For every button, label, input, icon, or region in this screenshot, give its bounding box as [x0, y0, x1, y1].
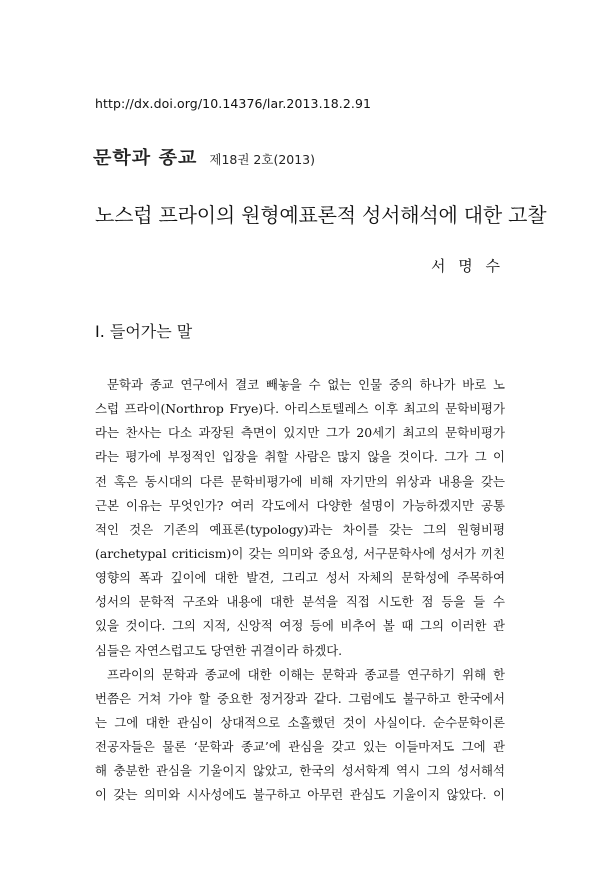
paragraph-line: 영향의 폭과 깊이에 대한 발견, 그리고 성서 자체의 문학성에 주목하여: [95, 570, 505, 586]
paragraph-line: (archetypal criticism)이 갖는 의미와 중요성, 서구문학사에 성서가 끼친: [95, 545, 505, 561]
paragraph-line: 전 혹은 동시대의 다른 문학비평가에 비해 자기만의 위상과 내용을 갖는: [95, 473, 505, 489]
journal-header: [93, 143, 315, 170]
body-text: [95, 373, 505, 808]
paragraph-line: 해 충분한 관심을 기울이지 않았고, 한국의 성서학계 역시 그의 성서해석: [95, 763, 505, 779]
paragraph-line: 번쯤은 거쳐 가야 할 중요한 정거장과 같다. 그럼에도 불구하고 한국에서: [95, 690, 505, 706]
paragraph-line: 전공자들은 물론 ‘문학과 종교’에 관심을 갖고 있는 이들마저도 그에 관: [95, 739, 505, 755]
paragraph-line: 있을 것이다. 그의 지적, 신앙적 여정 등에 비추어 볼 때 그의 이러한 관: [95, 618, 505, 634]
section-heading: Ⅰ. 들어가는 말: [95, 322, 193, 341]
paragraph-line: 심들은 자연스럽고도 당연한 귀결이라 하겠다.: [95, 642, 343, 658]
paragraph-line: 이 갖는 의미와 시사성에도 불구하고 아무런 관심도 기울이지 않았다. 이: [95, 787, 505, 803]
paragraph-line: 문학과 종교 연구에서 결코 빼놓을 수 없는 인물 중의 하나가 바로 노: [107, 377, 505, 392]
paragraph-line: 프라이의 문학과 종교에 대한 이해는 문학과 종교를 연구하기 위해 한: [107, 666, 505, 682]
paragraph-line: 는 그에 대한 관심이 상대적으로 소홀했던 것이 사실이다. 순수문학이론: [95, 714, 505, 730]
paper-title: 노스럽 프라이의 원형예표론적 성서해석에 대한 고찰: [95, 203, 547, 227]
author-name: 서 명 수: [430, 257, 504, 275]
journal-volume: 제18권 2호(2013): [209, 152, 316, 167]
paragraph-line: 근본 이유는 무엇인가? 여러 각도에서 다양한 설명이 가능하겠지만 공통: [95, 497, 505, 513]
paragraph-line: 스럽 프라이(Northrop Frye)다. 아리스토텔레스 이후 최고의 문학비평가: [95, 401, 505, 417]
journal-name: 문학과 종교: [93, 147, 198, 168]
paragraph-line: 적인 것은 기존의 예표론(typology)과는 차이를 갖는 그의 원형비평: [95, 521, 505, 537]
doi-link[interactable]: http://dx.doi.org/10.14376/lar.2013.18.2.91: [95, 96, 372, 111]
paragraph-line: 라는 평가에 부정적인 입장을 취할 사람은 많지 않을 것이다. 그가 그 이: [95, 449, 505, 465]
paragraph-line: 라는 찬사는 다소 과장된 측면이 있지만 그가 20세기 최고의 문학비평가: [95, 425, 505, 441]
paragraph-line: 성서의 문학적 구조와 내용에 대한 분석을 직접 시도한 점 등을 들 수: [95, 594, 505, 610]
